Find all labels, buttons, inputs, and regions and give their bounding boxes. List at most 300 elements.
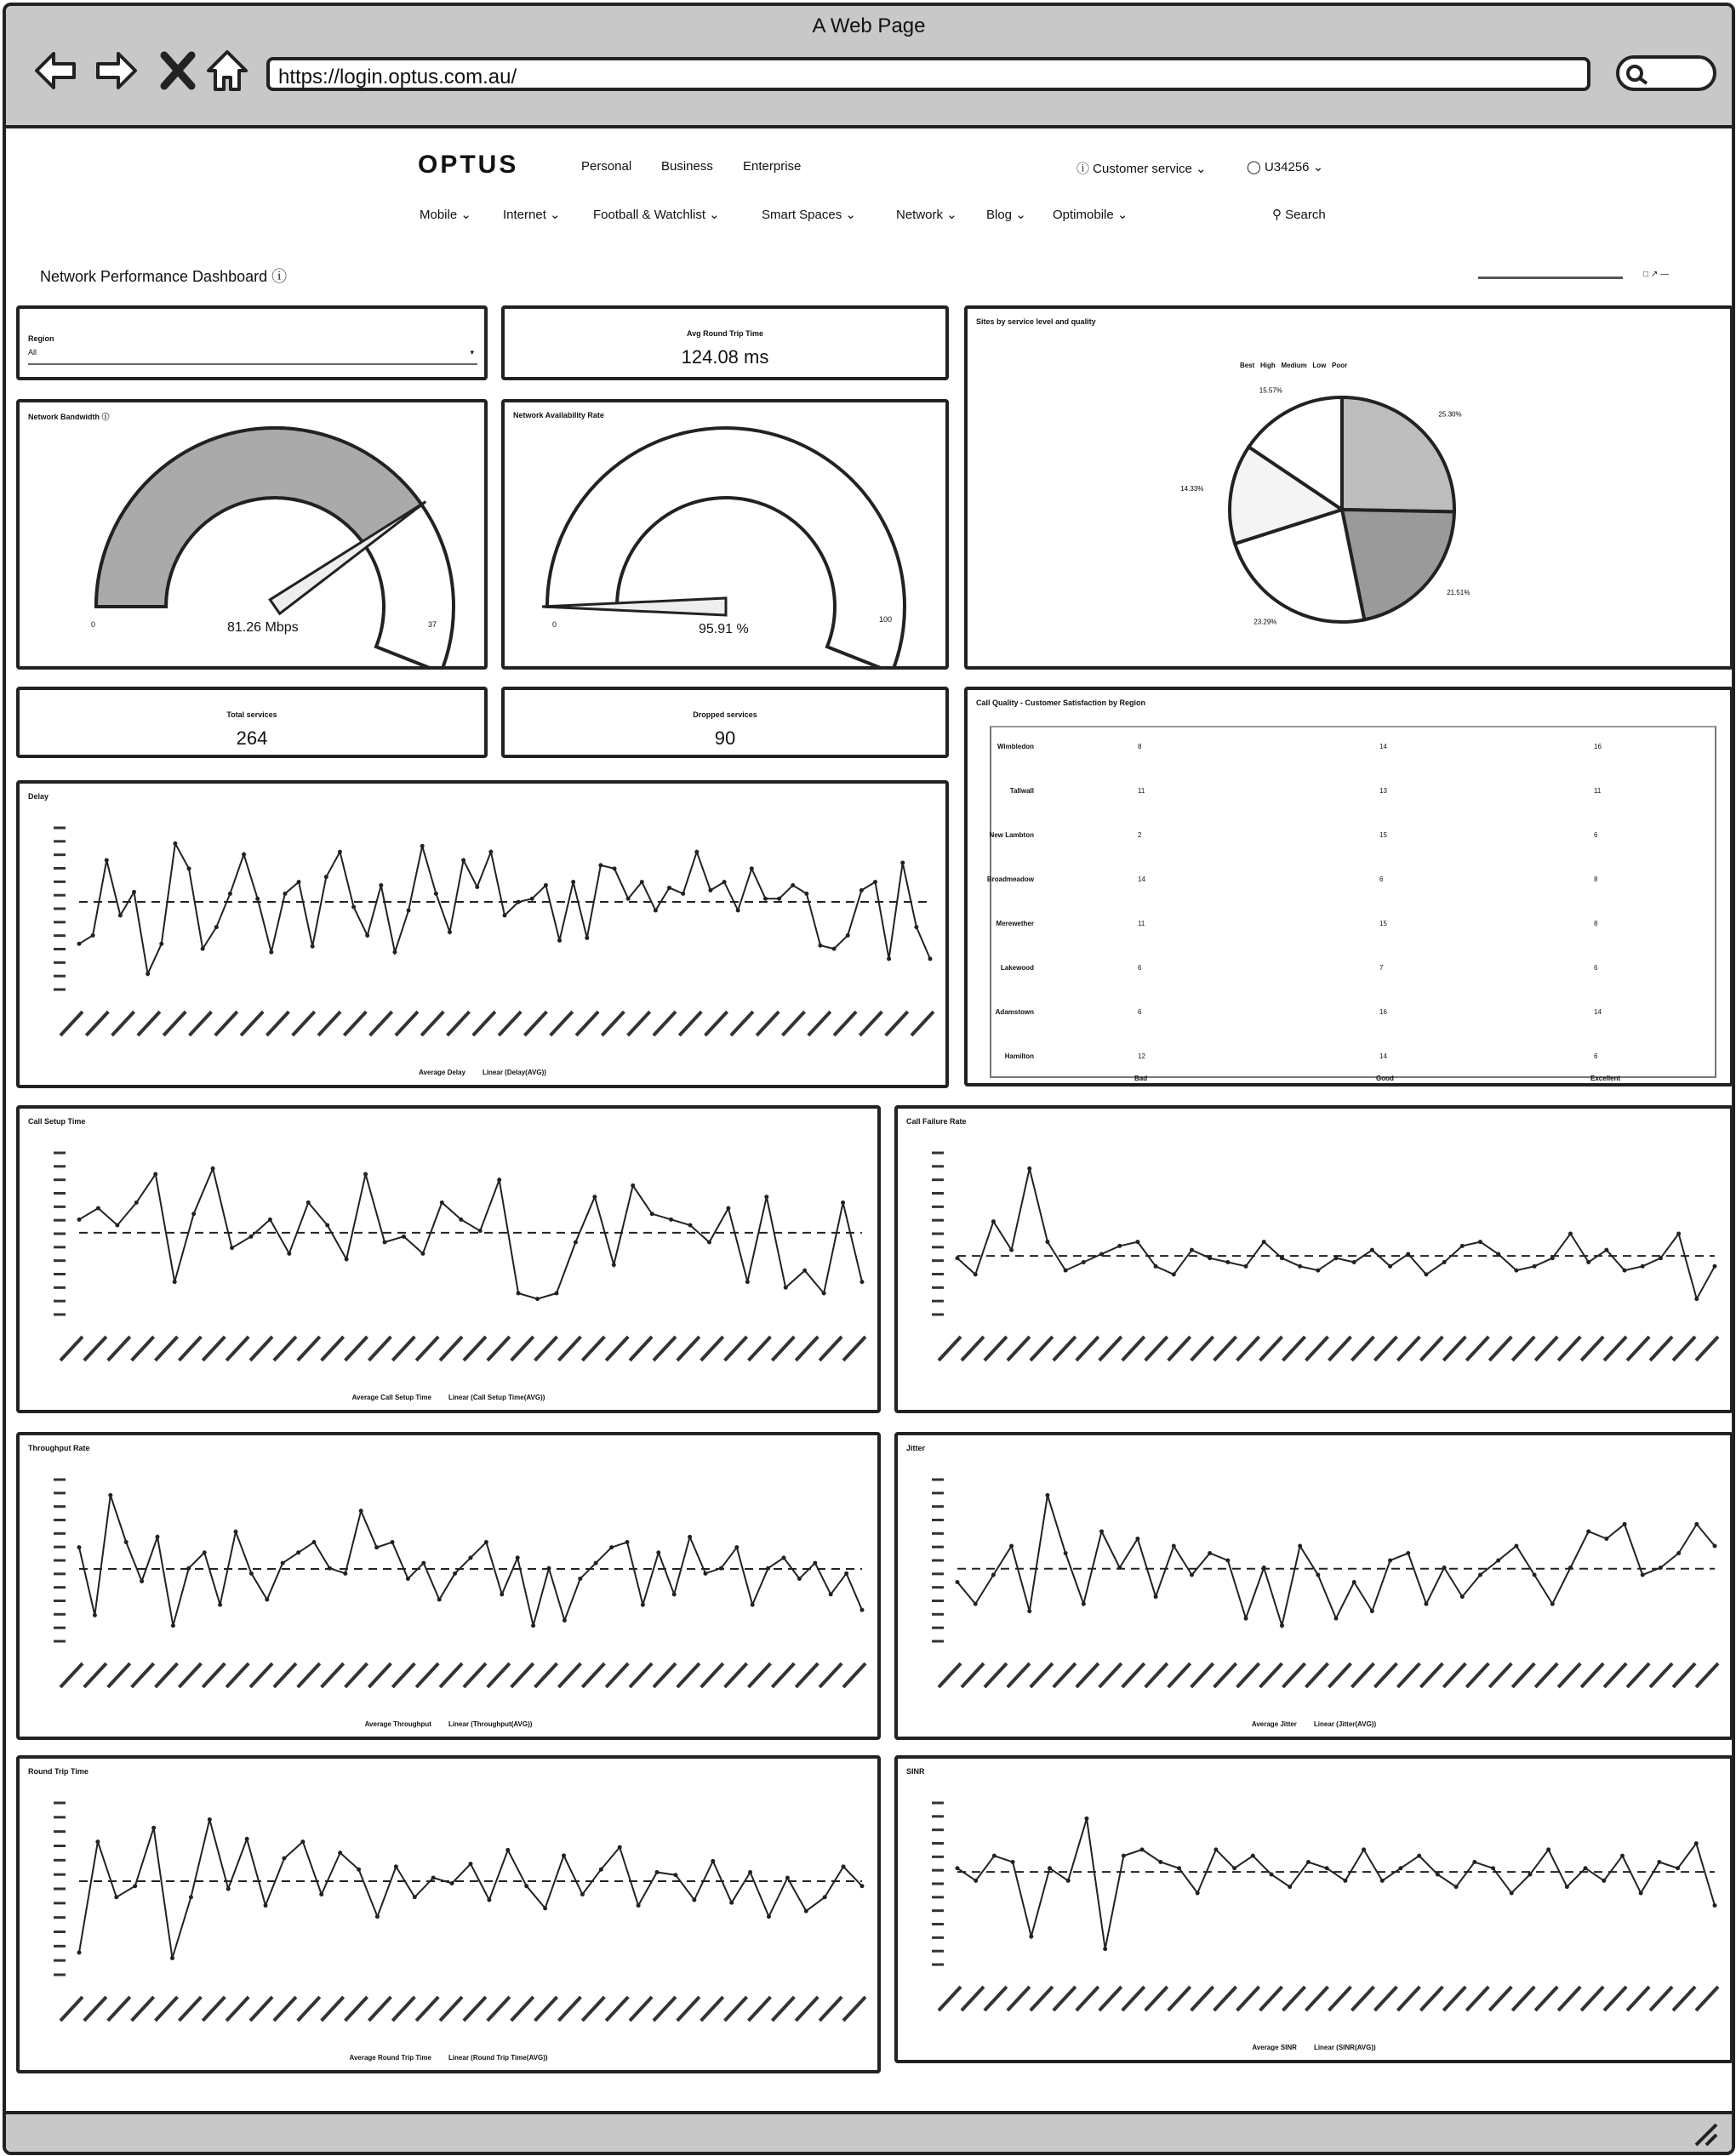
data-point[interactable] bbox=[729, 1901, 734, 1905]
data-point[interactable] bbox=[992, 1854, 996, 1858]
toolbar-icons[interactable]: □ ↗ — bbox=[1643, 270, 1669, 279]
nav-internet[interactable]: Internet ⌄ bbox=[503, 208, 561, 222]
data-point[interactable] bbox=[1177, 1866, 1181, 1870]
data-point[interactable] bbox=[1620, 1854, 1625, 1858]
data-point[interactable] bbox=[544, 883, 548, 887]
data-point[interactable] bbox=[234, 1530, 238, 1534]
data-point[interactable] bbox=[637, 1903, 641, 1908]
data-point[interactable] bbox=[1406, 1252, 1410, 1256]
data-point[interactable] bbox=[751, 1603, 755, 1607]
data-point[interactable] bbox=[1694, 1841, 1699, 1845]
data-point[interactable] bbox=[594, 1561, 598, 1566]
data-point[interactable] bbox=[434, 892, 438, 896]
data-point[interactable] bbox=[1568, 1566, 1573, 1570]
data-point[interactable] bbox=[208, 1817, 212, 1822]
data-point[interactable] bbox=[818, 944, 822, 948]
data-point[interactable] bbox=[547, 1566, 551, 1571]
data-point[interactable] bbox=[105, 858, 109, 863]
data-point[interactable] bbox=[319, 1892, 323, 1896]
optus-logo[interactable]: OPTUS bbox=[418, 151, 519, 179]
data-point[interactable] bbox=[734, 1545, 739, 1549]
info-icon[interactable]: ⓘ bbox=[101, 413, 110, 421]
data-point[interactable] bbox=[592, 1195, 597, 1199]
data-point[interactable] bbox=[777, 897, 781, 901]
data-point[interactable] bbox=[517, 1291, 521, 1295]
data-point[interactable] bbox=[562, 1618, 567, 1623]
data-point[interactable] bbox=[421, 1561, 425, 1566]
data-point[interactable] bbox=[343, 1571, 347, 1576]
data-point[interactable] bbox=[1225, 1559, 1230, 1563]
stop-x-icon[interactable] bbox=[154, 47, 202, 94]
browser-search-field[interactable] bbox=[1616, 55, 1716, 91]
data-point[interactable] bbox=[134, 1201, 139, 1205]
data-point[interactable] bbox=[1009, 1248, 1014, 1252]
data-point[interactable] bbox=[1280, 1256, 1284, 1260]
data-point[interactable] bbox=[242, 853, 246, 857]
data-point[interactable] bbox=[1460, 1594, 1465, 1599]
data-point[interactable] bbox=[77, 1545, 82, 1549]
data-point[interactable] bbox=[726, 1206, 730, 1211]
data-point[interactable] bbox=[860, 1280, 865, 1284]
account-menu[interactable]: ◯ U34256 ⌄ bbox=[1247, 160, 1324, 174]
nav-business[interactable]: Business bbox=[661, 159, 713, 174]
data-point[interactable] bbox=[115, 1223, 119, 1228]
data-point[interactable] bbox=[974, 1272, 978, 1276]
data-point[interactable] bbox=[1158, 1860, 1162, 1864]
data-point[interactable] bbox=[1586, 1529, 1590, 1533]
data-point[interactable] bbox=[96, 1206, 100, 1211]
data-point[interactable] bbox=[1514, 1269, 1518, 1273]
data-point[interactable] bbox=[956, 1866, 960, 1870]
forward-arrow-icon[interactable] bbox=[93, 47, 140, 94]
data-point[interactable] bbox=[562, 1853, 566, 1857]
data-point[interactable] bbox=[1713, 1543, 1717, 1548]
data-point[interactable] bbox=[283, 892, 287, 896]
data-point[interactable] bbox=[1639, 1891, 1643, 1895]
data-point[interactable] bbox=[264, 1903, 268, 1908]
data-point[interactable] bbox=[1298, 1264, 1302, 1269]
data-point[interactable] bbox=[265, 1597, 269, 1601]
data-point[interactable] bbox=[132, 890, 136, 894]
data-point[interactable] bbox=[1064, 1551, 1068, 1555]
data-point[interactable] bbox=[1140, 1847, 1145, 1851]
data-point[interactable] bbox=[402, 1235, 406, 1239]
data-point[interactable] bbox=[1196, 1891, 1200, 1895]
data-point[interactable] bbox=[1370, 1248, 1374, 1252]
data-point[interactable] bbox=[312, 1540, 317, 1544]
data-point[interactable] bbox=[459, 1218, 463, 1222]
nav-search[interactable] bbox=[1272, 207, 1326, 222]
data-point[interactable] bbox=[914, 925, 918, 929]
data-point[interactable] bbox=[766, 1566, 770, 1571]
data-point[interactable] bbox=[374, 1545, 379, 1549]
data-point[interactable] bbox=[1550, 1256, 1555, 1260]
data-point[interactable] bbox=[1225, 1260, 1230, 1264]
data-point[interactable] bbox=[1584, 1866, 1588, 1870]
data-point[interactable] bbox=[654, 908, 658, 912]
data-point[interactable] bbox=[557, 938, 562, 943]
data-point[interactable] bbox=[722, 880, 727, 884]
data-point[interactable] bbox=[448, 930, 452, 934]
data-point[interactable] bbox=[1082, 1602, 1086, 1606]
data-point[interactable] bbox=[1510, 1891, 1514, 1895]
data-point[interactable] bbox=[1208, 1256, 1212, 1260]
data-point[interactable] bbox=[359, 1509, 363, 1513]
data-point[interactable] bbox=[186, 1566, 191, 1571]
data-point[interactable] bbox=[1362, 1847, 1366, 1851]
data-point[interactable] bbox=[1533, 1264, 1537, 1269]
data-point[interactable] bbox=[688, 1535, 692, 1539]
data-point[interactable] bbox=[1011, 1860, 1015, 1864]
customer-service-menu[interactable]: ⓘ Customer service ⌄ bbox=[1076, 162, 1207, 176]
data-point[interactable] bbox=[1172, 1543, 1176, 1548]
back-arrow-icon[interactable] bbox=[31, 47, 79, 94]
data-point[interactable] bbox=[626, 897, 631, 901]
data-point[interactable] bbox=[1496, 1252, 1500, 1256]
data-point[interactable] bbox=[325, 1223, 329, 1228]
data-point[interactable] bbox=[974, 1879, 978, 1883]
data-point[interactable] bbox=[667, 886, 671, 890]
data-point[interactable] bbox=[1641, 1573, 1645, 1577]
data-point[interactable] bbox=[1478, 1573, 1482, 1577]
data-point[interactable] bbox=[1514, 1543, 1518, 1548]
data-point[interactable] bbox=[1460, 1244, 1465, 1248]
data-point[interactable] bbox=[1208, 1551, 1212, 1555]
data-point[interactable] bbox=[1334, 1256, 1339, 1260]
data-point[interactable] bbox=[1232, 1866, 1236, 1870]
data-point[interactable] bbox=[282, 1857, 286, 1861]
data-point[interactable] bbox=[641, 1603, 645, 1607]
data-point[interactable] bbox=[524, 1884, 528, 1888]
data-point[interactable] bbox=[1280, 1623, 1284, 1628]
data-point[interactable] bbox=[609, 1545, 614, 1549]
data-point[interactable] bbox=[306, 1201, 311, 1205]
data-point[interactable] bbox=[688, 1223, 693, 1228]
data-point[interactable] bbox=[245, 1837, 249, 1841]
data-point[interactable] bbox=[1496, 1559, 1500, 1563]
data-point[interactable] bbox=[860, 1884, 865, 1888]
data-point[interactable] bbox=[681, 892, 685, 896]
data-point[interactable] bbox=[159, 942, 163, 946]
data-point[interactable] bbox=[201, 947, 205, 951]
data-point[interactable] bbox=[640, 880, 644, 884]
data-point[interactable] bbox=[324, 875, 328, 879]
data-point[interactable] bbox=[420, 1252, 425, 1256]
data-point[interactable] bbox=[1325, 1866, 1329, 1870]
data-point[interactable] bbox=[1190, 1248, 1194, 1252]
data-point[interactable] bbox=[255, 897, 260, 901]
nav-football[interactable]: Football & Watchlist ⌄ bbox=[593, 208, 720, 222]
data-point[interactable] bbox=[1352, 1580, 1356, 1584]
data-point[interactable] bbox=[571, 880, 575, 884]
data-point[interactable] bbox=[846, 933, 850, 938]
data-point[interactable] bbox=[118, 913, 123, 917]
data-point[interactable] bbox=[1316, 1269, 1320, 1273]
data-point[interactable] bbox=[613, 866, 617, 870]
data-point[interactable] bbox=[764, 1195, 768, 1199]
data-point[interactable] bbox=[1659, 1566, 1663, 1570]
data-point[interactable] bbox=[1352, 1260, 1356, 1264]
data-point[interactable] bbox=[407, 908, 411, 912]
data-point[interactable] bbox=[1213, 1847, 1218, 1851]
data-point[interactable] bbox=[437, 1597, 442, 1601]
data-point[interactable] bbox=[802, 1269, 807, 1273]
data-point[interactable] bbox=[711, 1859, 715, 1863]
data-point[interactable] bbox=[133, 1884, 137, 1888]
data-point[interactable] bbox=[218, 1603, 222, 1607]
data-point[interactable] bbox=[383, 1240, 387, 1244]
data-point[interactable] bbox=[173, 1280, 177, 1284]
data-point[interactable] bbox=[859, 888, 864, 893]
data-point[interactable] bbox=[1623, 1269, 1627, 1273]
data-point[interactable] bbox=[505, 1848, 510, 1852]
data-point[interactable] bbox=[365, 933, 369, 938]
data-point[interactable] bbox=[1064, 1269, 1068, 1273]
data-point[interactable] bbox=[1388, 1264, 1392, 1269]
data-point[interactable] bbox=[453, 1571, 457, 1576]
data-point[interactable] bbox=[813, 1561, 817, 1566]
data-point[interactable] bbox=[375, 1914, 380, 1919]
data-point[interactable] bbox=[461, 858, 465, 863]
data-point[interactable] bbox=[578, 1577, 582, 1581]
data-point[interactable] bbox=[1103, 1947, 1107, 1951]
data-point[interactable] bbox=[1122, 1854, 1126, 1858]
data-point[interactable] bbox=[357, 1868, 361, 1872]
data-point[interactable] bbox=[804, 892, 808, 896]
data-point[interactable] bbox=[248, 1235, 253, 1239]
data-point[interactable] bbox=[791, 883, 795, 887]
data-point[interactable] bbox=[1659, 1256, 1663, 1260]
data-point[interactable] bbox=[842, 1864, 846, 1868]
data-point[interactable] bbox=[1288, 1885, 1292, 1889]
data-point[interactable] bbox=[406, 1577, 410, 1581]
data-point[interactable] bbox=[77, 1218, 82, 1222]
data-point[interactable] bbox=[1343, 1879, 1347, 1883]
data-point[interactable] bbox=[450, 1881, 454, 1885]
data-point[interactable] bbox=[487, 1898, 491, 1902]
data-point[interactable] bbox=[124, 1540, 128, 1544]
data-point[interactable] bbox=[748, 1870, 752, 1874]
data-point[interactable] bbox=[1478, 1240, 1482, 1244]
data-point[interactable] bbox=[974, 1602, 978, 1606]
data-point[interactable] bbox=[211, 1166, 215, 1171]
data-point[interactable] bbox=[413, 1895, 417, 1899]
data-point[interactable] bbox=[900, 860, 905, 864]
data-point[interactable] bbox=[1604, 1248, 1608, 1252]
data-point[interactable] bbox=[503, 913, 507, 917]
data-point[interactable] bbox=[673, 1873, 677, 1877]
data-point[interactable] bbox=[1135, 1240, 1139, 1244]
data-point[interactable] bbox=[598, 863, 602, 867]
data-point[interactable] bbox=[1306, 1860, 1311, 1864]
data-point[interactable] bbox=[140, 1579, 144, 1583]
data-point[interactable] bbox=[311, 944, 315, 949]
data-point[interactable] bbox=[1154, 1594, 1158, 1599]
data-point[interactable] bbox=[873, 880, 877, 884]
data-point[interactable] bbox=[745, 1280, 750, 1284]
data-point[interactable] bbox=[478, 1229, 483, 1233]
data-point[interactable] bbox=[345, 1257, 349, 1261]
data-point[interactable] bbox=[956, 1256, 960, 1260]
data-point[interactable] bbox=[300, 1839, 305, 1844]
data-point[interactable] bbox=[93, 1613, 97, 1617]
data-point[interactable] bbox=[1657, 1860, 1661, 1864]
data-point[interactable] bbox=[618, 1845, 622, 1850]
data-point[interactable] bbox=[1045, 1240, 1049, 1244]
data-point[interactable] bbox=[1066, 1879, 1071, 1883]
data-point[interactable] bbox=[1172, 1272, 1176, 1276]
data-point[interactable] bbox=[1099, 1529, 1104, 1533]
data-point[interactable] bbox=[1623, 1522, 1627, 1526]
data-point[interactable] bbox=[146, 972, 150, 976]
nav-network[interactable]: Network ⌄ bbox=[896, 208, 957, 222]
data-point[interactable] bbox=[750, 866, 754, 870]
nav-enterprise[interactable]: Enterprise bbox=[743, 159, 802, 174]
data-point[interactable] bbox=[1491, 1866, 1495, 1870]
data-point[interactable] bbox=[203, 1550, 207, 1554]
data-point[interactable] bbox=[1417, 1854, 1421, 1858]
data-point[interactable] bbox=[1154, 1264, 1158, 1269]
data-point[interactable] bbox=[1244, 1617, 1248, 1621]
data-point[interactable] bbox=[379, 883, 383, 887]
data-point[interactable] bbox=[1424, 1272, 1428, 1276]
data-point[interactable] bbox=[191, 1212, 196, 1216]
data-point[interactable] bbox=[1388, 1559, 1392, 1563]
data-point[interactable] bbox=[1528, 1873, 1532, 1877]
nav-mobile[interactable]: Mobile ⌄ bbox=[420, 208, 471, 222]
data-point[interactable] bbox=[1604, 1537, 1608, 1541]
data-point[interactable] bbox=[497, 1178, 501, 1182]
data-point[interactable] bbox=[297, 880, 301, 884]
data-point[interactable] bbox=[1602, 1879, 1606, 1883]
data-point[interactable] bbox=[991, 1573, 996, 1577]
data-point[interactable] bbox=[268, 1218, 272, 1222]
data-point[interactable] bbox=[1565, 1885, 1569, 1889]
data-point[interactable] bbox=[804, 1909, 808, 1914]
data-point[interactable] bbox=[844, 1571, 848, 1576]
data-point[interactable] bbox=[736, 908, 740, 912]
data-point[interactable] bbox=[77, 942, 82, 946]
data-point[interactable] bbox=[1641, 1264, 1645, 1269]
data-point[interactable] bbox=[516, 1555, 520, 1560]
data-point[interactable] bbox=[338, 1851, 342, 1855]
nav-smart-spaces[interactable]: Smart Spaces ⌄ bbox=[762, 208, 856, 222]
data-point[interactable] bbox=[631, 1184, 635, 1188]
data-point[interactable] bbox=[1472, 1860, 1476, 1864]
data-point[interactable] bbox=[767, 1914, 771, 1919]
data-point[interactable] bbox=[1262, 1240, 1266, 1244]
data-point[interactable] bbox=[650, 1212, 654, 1216]
data-point[interactable] bbox=[488, 850, 493, 854]
data-point[interactable] bbox=[1082, 1260, 1086, 1264]
data-point[interactable] bbox=[1009, 1543, 1014, 1548]
data-point[interactable] bbox=[156, 1535, 160, 1539]
nav-blog[interactable]: Blog ⌄ bbox=[986, 208, 1026, 222]
data-point[interactable] bbox=[214, 925, 219, 929]
data-point[interactable] bbox=[517, 900, 521, 904]
data-point[interactable] bbox=[1713, 1903, 1717, 1908]
data-point[interactable] bbox=[1099, 1252, 1104, 1256]
url-input[interactable]: https://login.optus.com.au/ bbox=[266, 57, 1590, 91]
data-point[interactable] bbox=[469, 1862, 473, 1866]
data-point[interactable] bbox=[829, 1592, 833, 1596]
data-point[interactable] bbox=[1298, 1543, 1302, 1548]
data-point[interactable] bbox=[431, 1875, 436, 1879]
data-point[interactable] bbox=[1406, 1551, 1410, 1555]
nav-optimobile[interactable]: Optimobile ⌄ bbox=[1053, 208, 1128, 222]
data-point[interactable] bbox=[625, 1540, 630, 1544]
data-point[interactable] bbox=[1334, 1617, 1339, 1621]
data-point[interactable] bbox=[823, 1895, 827, 1899]
data-point[interactable] bbox=[612, 1263, 616, 1267]
info-icon[interactable]: ⓘ bbox=[271, 268, 288, 285]
data-point[interactable] bbox=[77, 1950, 82, 1954]
data-point[interactable] bbox=[763, 897, 768, 901]
data-point[interactable] bbox=[1436, 1873, 1440, 1877]
data-point[interactable] bbox=[1027, 1166, 1031, 1171]
data-point[interactable] bbox=[585, 936, 589, 940]
data-point[interactable] bbox=[1117, 1566, 1122, 1570]
data-point[interactable] bbox=[269, 950, 273, 955]
data-point[interactable] bbox=[704, 1571, 708, 1576]
data-point[interactable] bbox=[1244, 1264, 1248, 1269]
data-point[interactable] bbox=[580, 1892, 585, 1896]
data-point[interactable] bbox=[1568, 1232, 1573, 1236]
data-point[interactable] bbox=[1676, 1232, 1681, 1236]
data-point[interactable] bbox=[832, 947, 837, 951]
data-point[interactable] bbox=[841, 1201, 845, 1205]
data-point[interactable] bbox=[1442, 1260, 1447, 1264]
data-point[interactable] bbox=[394, 1864, 398, 1868]
data-point[interactable] bbox=[1045, 1493, 1049, 1497]
data-point[interactable] bbox=[543, 1906, 547, 1910]
data-point[interactable] bbox=[1316, 1573, 1320, 1577]
data-point[interactable] bbox=[655, 1870, 660, 1874]
data-point[interactable] bbox=[1262, 1566, 1266, 1570]
pie-slice[interactable] bbox=[1342, 397, 1454, 511]
data-point[interactable] bbox=[535, 1297, 540, 1301]
data-point[interactable] bbox=[1550, 1602, 1555, 1606]
data-point[interactable] bbox=[672, 1592, 677, 1596]
data-point[interactable] bbox=[95, 1839, 100, 1844]
data-point[interactable] bbox=[91, 933, 95, 938]
data-point[interactable] bbox=[189, 1895, 193, 1899]
data-point[interactable] bbox=[1442, 1566, 1447, 1570]
data-point[interactable] bbox=[887, 956, 891, 961]
data-point[interactable] bbox=[475, 885, 479, 889]
resize-handle-icon[interactable] bbox=[1689, 2118, 1720, 2148]
data-point[interactable] bbox=[860, 1608, 865, 1612]
data-point[interactable] bbox=[1398, 1866, 1402, 1870]
data-point[interactable] bbox=[785, 1875, 790, 1879]
data-point[interactable] bbox=[1084, 1817, 1088, 1821]
data-point[interactable] bbox=[669, 1218, 673, 1222]
data-point[interactable] bbox=[114, 1895, 118, 1899]
data-point[interactable] bbox=[171, 1623, 175, 1628]
data-point[interactable] bbox=[719, 1566, 723, 1571]
data-point[interactable] bbox=[296, 1550, 300, 1554]
region-select[interactable] bbox=[28, 348, 477, 365]
data-point[interactable] bbox=[440, 1201, 444, 1205]
data-point[interactable] bbox=[249, 1571, 254, 1576]
home-icon[interactable] bbox=[203, 47, 251, 94]
data-point[interactable] bbox=[338, 850, 342, 854]
data-point[interactable] bbox=[1029, 1935, 1033, 1939]
data-point[interactable] bbox=[656, 1550, 660, 1554]
data-point[interactable] bbox=[1676, 1551, 1681, 1555]
data-point[interactable] bbox=[1270, 1873, 1274, 1877]
data-point[interactable] bbox=[928, 956, 933, 961]
